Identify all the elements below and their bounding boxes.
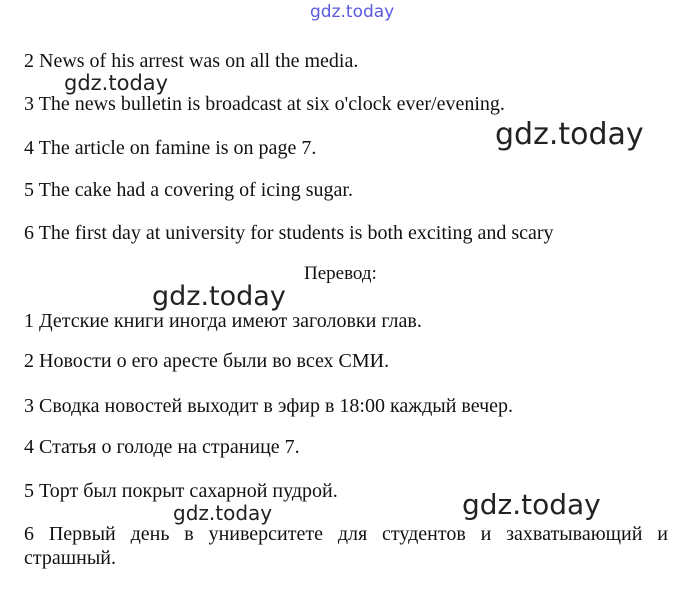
english-line-6: 6 The first day at university for students is both exciting and scary [24, 222, 554, 244]
russian-line-2: 2 Новости о его аресте были во всех СМИ. [24, 350, 390, 372]
watermark: gdz.today [173, 501, 273, 525]
russian-line-3: 3 Сводка новостей выходит в эфир в 18:00 каждый вечер. [24, 395, 514, 417]
watermark: gdz.today [64, 71, 169, 95]
watermark-top: gdz.today [310, 2, 395, 22]
english-line-5: 5 The cake had a covering of icing sugar. [24, 179, 353, 201]
watermark: gdz.today [495, 117, 644, 152]
russian-line-6: 6 Первый день в университете для студентов и захватывающий и страшный. [24, 523, 668, 569]
english-line-2: 2 News of his arrest was on all the media. [24, 50, 359, 72]
russian-line-4: 4 Статья о голоде на странице 7. [24, 436, 300, 458]
translation-heading: Перевод: [304, 263, 377, 284]
russian-line-1: 1 Детские книги иногда имеют заголовки глав. [24, 310, 422, 332]
watermark: gdz.today [152, 281, 286, 312]
watermark: gdz.today [462, 488, 601, 521]
russian-line-5: 5 Торт был покрыт сахарной пудрой. [24, 480, 338, 502]
english-line-4: 4 The article on famine is on page 7. [24, 137, 317, 159]
english-line-3: 3 The news bulletin is broadcast at six o'clock ever/evening. [24, 93, 505, 115]
